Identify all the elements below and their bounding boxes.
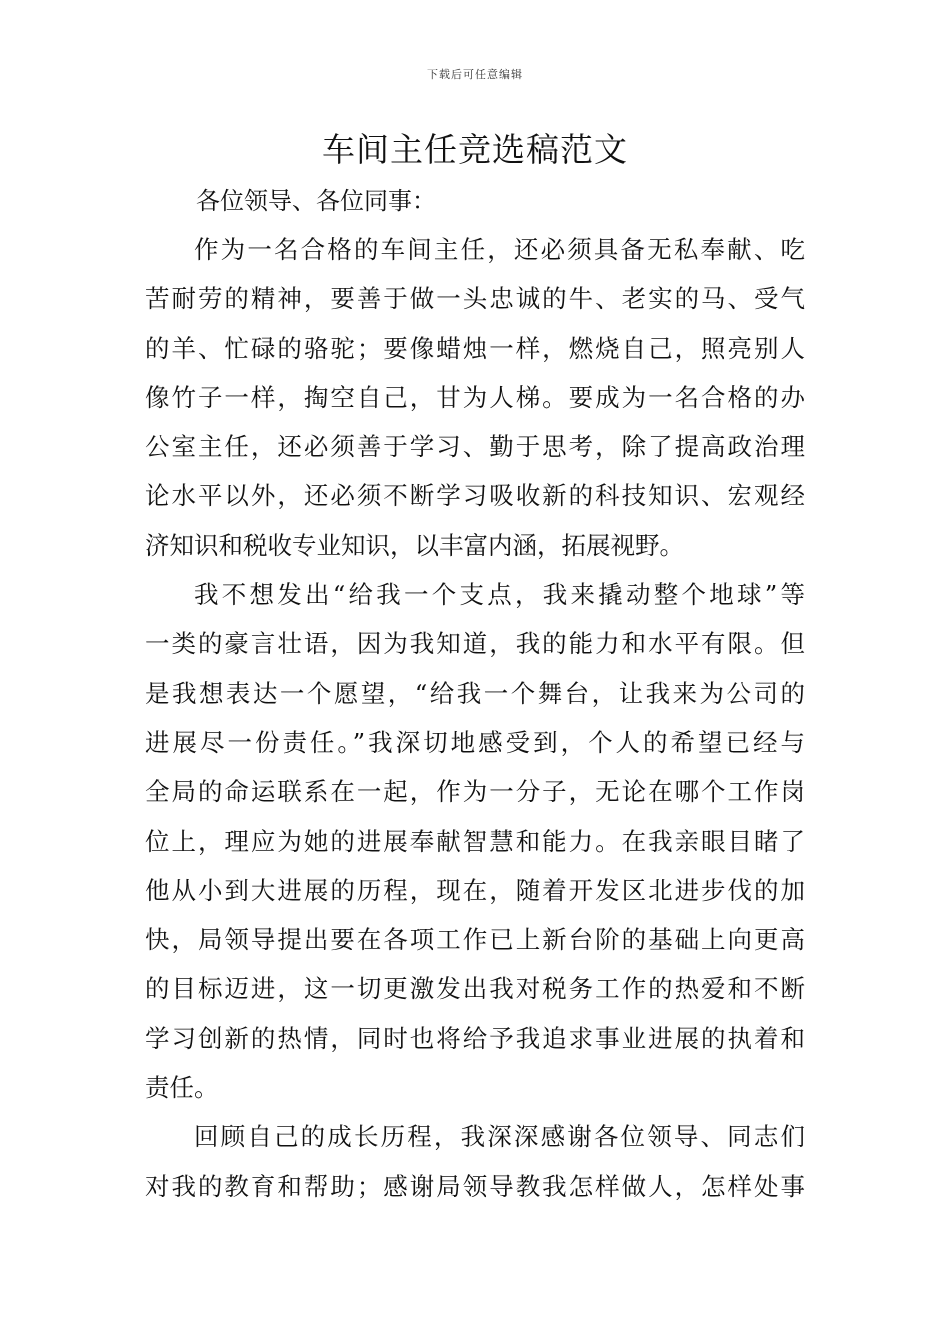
- paragraph-line: 对我的教育和帮助；感谢局领导教我怎样做人，怎样处事: [145, 1171, 805, 1201]
- paragraph-3: [145, 1112, 805, 1211]
- paragraph-line: 像竹子一样，掏空自己，甘为人梯。要成为一名合格的办: [145, 382, 805, 412]
- paragraph-line: 责任。: [145, 1073, 219, 1103]
- paragraph-line: 公室主任，还必须善于学习、勤于思考，除了提高政治理: [145, 432, 805, 462]
- salutation: 各位领导、各位同事：: [196, 187, 436, 215]
- paragraph-2: [145, 570, 805, 1112]
- paragraph-1: [145, 225, 805, 570]
- paragraph-line: 全局的命运联系在一起，作为一分子，无论在哪个工作岗: [145, 777, 805, 807]
- paragraph-line: 论水平以外，还必须不断学习吸收新的科技知识、宏观经: [145, 481, 805, 511]
- header-note: 下载后可任意编辑: [427, 68, 523, 81]
- document-title: 车间主任竞选稿范文: [322, 130, 628, 169]
- paragraph-line: 他从小到大进展的历程，现在，随着开发区北进步伐的加: [145, 875, 805, 905]
- paragraph-line: 的羊、忙碌的骆驼；要像蜡烛一样，燃烧自己，照亮别人: [145, 333, 805, 363]
- paragraph-line: 苦耐劳的精神，要善于做一头忠诚的牛、老实的马、受气: [145, 284, 805, 314]
- paragraph-line: 是我想表达一个愿望，“给我一个舞台，让我来为公司的: [145, 678, 805, 708]
- paragraph-line: 我不想发出“给我一个支点，我来撬动整个地球”等: [194, 580, 805, 610]
- paragraph-line: 进展尽一份责任。”我深切地感受到，个人的希望已经与: [145, 727, 805, 757]
- paragraph-line: 学习创新的热情，同时也将给予我追求事业进展的执着和: [145, 1023, 805, 1053]
- paragraph-line: 回顾自己的成长历程，我深深感谢各位领导、同志们: [194, 1122, 805, 1152]
- paragraph-line: 位上，理应为她的进展奉献智慧和能力。在我亲眼目睹了: [145, 826, 805, 856]
- paragraph-line: 快，局领导提出要在各项工作已上新台阶的基础上向更高: [145, 925, 805, 955]
- paragraph-line: 作为一名合格的车间主任，还必须具备无私奉献、吃: [194, 235, 805, 264]
- paragraph-line: 济知识和税收专业知识，以丰富内涵，拓展视野。: [145, 530, 684, 560]
- document-body: [145, 225, 805, 1211]
- paragraph-line: 一类的豪言壮语，因为我知道，我的能力和水平有限。但: [145, 629, 805, 659]
- paragraph-line: 的目标迈进，这一切更激发出我对税务工作的热爱和不断: [145, 974, 805, 1004]
